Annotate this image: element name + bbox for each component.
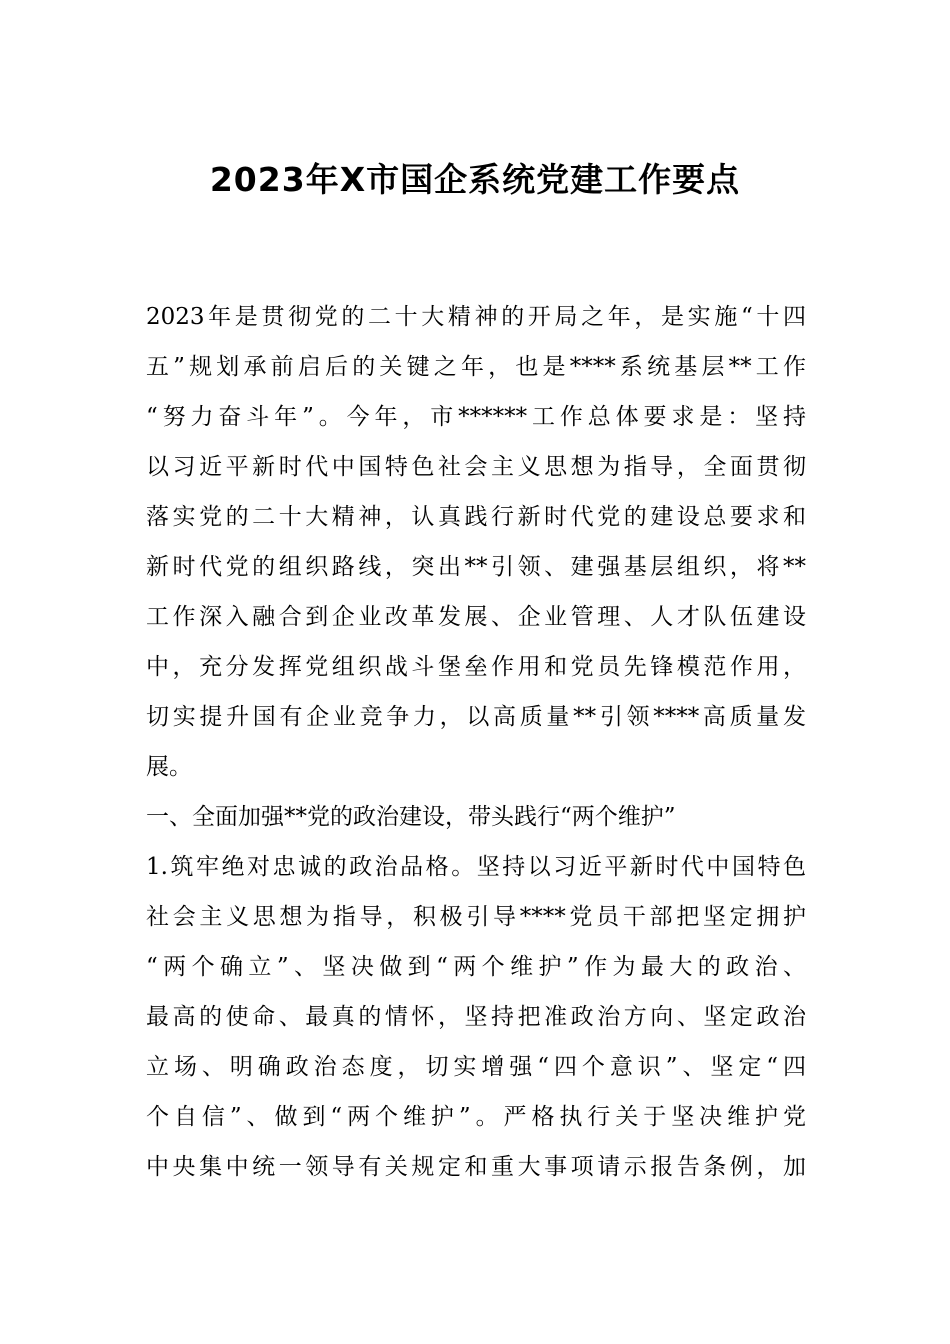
intro-paragraph-line-4: 以习近平新时代中国特色社会主义思想为指导，全面贯彻 bbox=[146, 454, 806, 480]
intro-paragraph-line-1: 2023年是贯彻党的二十大精神的开局之年，是实施“十四 bbox=[146, 304, 806, 330]
document-title: 2023年X市国企系统党建工作要点 bbox=[209, 160, 741, 199]
intro-paragraph-line-10: 展。 bbox=[146, 754, 192, 780]
item-1-line-2: 社会主义思想为指导，积极引导****党员干部把坚定拥护 bbox=[146, 904, 806, 930]
document-body bbox=[146, 292, 806, 1192]
section-heading-1: 一、全面加强**党的政治建设，带头践行“两个维护” bbox=[146, 804, 676, 830]
item-1-line-1: 1.筑牢绝对忠诚的政治品格。坚持以习近平新时代中国特色 bbox=[146, 854, 806, 880]
intro-paragraph-line-6: 新时代党的组织路线，突出**引领、建强基层组织，将** bbox=[146, 554, 806, 580]
intro-paragraph-line-9: 切实提升国有企业竞争力，以高质量**引领****高质量发 bbox=[146, 704, 806, 730]
item-1-line-5: 立场、明确政治态度，切实增强“四个意识”、坚定“四 bbox=[146, 1054, 806, 1080]
intro-paragraph-line-2: 五”规划承前启后的关键之年，也是****系统基层**工作 bbox=[146, 354, 806, 380]
item-1-line-4: 最高的使命、最真的情怀，坚持把准政治方向、坚定政治 bbox=[146, 1004, 806, 1030]
item-1-line-3: “两个确立”、坚决做到“两个维护”作为最大的政治、 bbox=[146, 954, 806, 980]
intro-paragraph-line-7: 工作深入融合到企业改革发展、企业管理、人才队伍建设 bbox=[146, 604, 806, 630]
item-1-line-6: 个自信”、做到“两个维护”。严格执行关于坚决维护党 bbox=[146, 1104, 806, 1130]
intro-paragraph-line-8: 中，充分发挥党组织战斗堡垒作用和党员先锋模范作用， bbox=[146, 654, 806, 680]
item-1-line-7: 中央集中统一领导有关规定和重大事项请示报告条例，加 bbox=[146, 1154, 806, 1180]
intro-paragraph-line-5: 落实党的二十大精神，认真践行新时代党的建设总要求和 bbox=[146, 504, 806, 530]
intro-paragraph-line-3: “努力奋斗年”。今年，市******工作总体要求是：坚持 bbox=[146, 404, 806, 430]
